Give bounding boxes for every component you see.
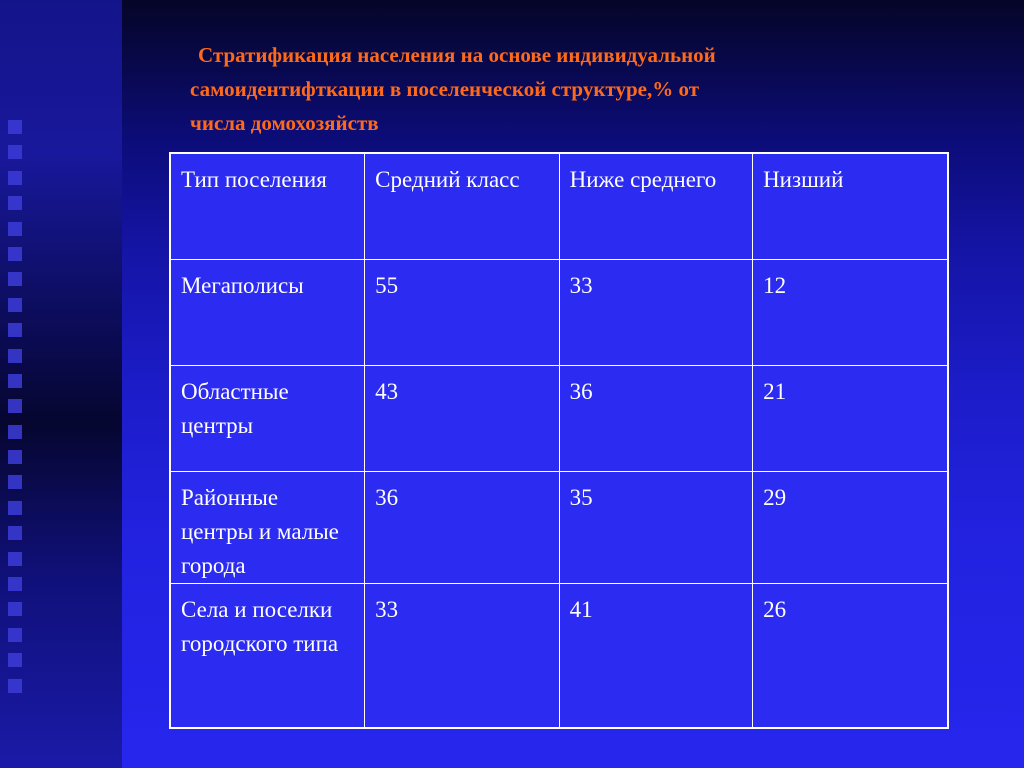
table-cell: 43: [365, 365, 559, 471]
table-cell: Районные центры и малые города: [170, 471, 365, 583]
decor-square: [8, 450, 22, 464]
decorative-squares: [8, 120, 24, 704]
decor-square: [8, 552, 22, 566]
table-cell: 21: [753, 365, 948, 471]
decor-square: [8, 399, 22, 413]
header-middle-class: Средний класс: [365, 153, 559, 259]
header-below-middle: Ниже среднего: [559, 153, 752, 259]
decor-square: [8, 501, 22, 515]
decor-square: [8, 475, 22, 489]
slide-title: [190, 38, 930, 140]
stratification-table: [169, 152, 949, 729]
table-cell: Мегаполисы: [170, 259, 365, 365]
table-cell: 36: [559, 365, 752, 471]
decor-square: [8, 349, 22, 363]
decor-square: [8, 602, 22, 616]
title-line-1: Стратификация населения на основе индивидуальной: [198, 43, 716, 67]
decor-square: [8, 374, 22, 388]
decor-square: [8, 247, 22, 261]
title-line-2: самоидентифткации в поселенческой структуре,% от: [190, 77, 700, 101]
table-row: [170, 471, 948, 583]
table-cell: 33: [365, 583, 559, 728]
decor-square: [8, 679, 22, 693]
table-cell: 35: [559, 471, 752, 583]
decor-square: [8, 272, 22, 286]
table-header-row: [170, 153, 948, 259]
table-row: [170, 259, 948, 365]
decor-square: [8, 171, 22, 185]
decor-square: [8, 120, 22, 134]
table-cell: Областные центры: [170, 365, 365, 471]
table-row: [170, 365, 948, 471]
table-cell: 29: [753, 471, 948, 583]
decor-square: [8, 298, 22, 312]
table-cell: 33: [559, 259, 752, 365]
decor-square: [8, 323, 22, 337]
decor-square: [8, 145, 22, 159]
decor-square: [8, 196, 22, 210]
decor-square: [8, 653, 22, 667]
title-line-3: числа домохозяйств: [190, 111, 379, 135]
header-settlement-type: Тип поселения: [170, 153, 365, 259]
table-cell: 41: [559, 583, 752, 728]
header-lowest: Низший: [753, 153, 948, 259]
decor-square: [8, 628, 22, 642]
decor-square: [8, 526, 22, 540]
decor-square: [8, 577, 22, 591]
table-row: [170, 583, 948, 728]
table-cell: 26: [753, 583, 948, 728]
table-cell: 36: [365, 471, 559, 583]
table-cell: 12: [753, 259, 948, 365]
left-decorative-strip: [0, 0, 122, 768]
table-cell: Села и поселки городского типа: [170, 583, 365, 728]
decor-square: [8, 425, 22, 439]
decor-square: [8, 222, 22, 236]
table-cell: 55: [365, 259, 559, 365]
